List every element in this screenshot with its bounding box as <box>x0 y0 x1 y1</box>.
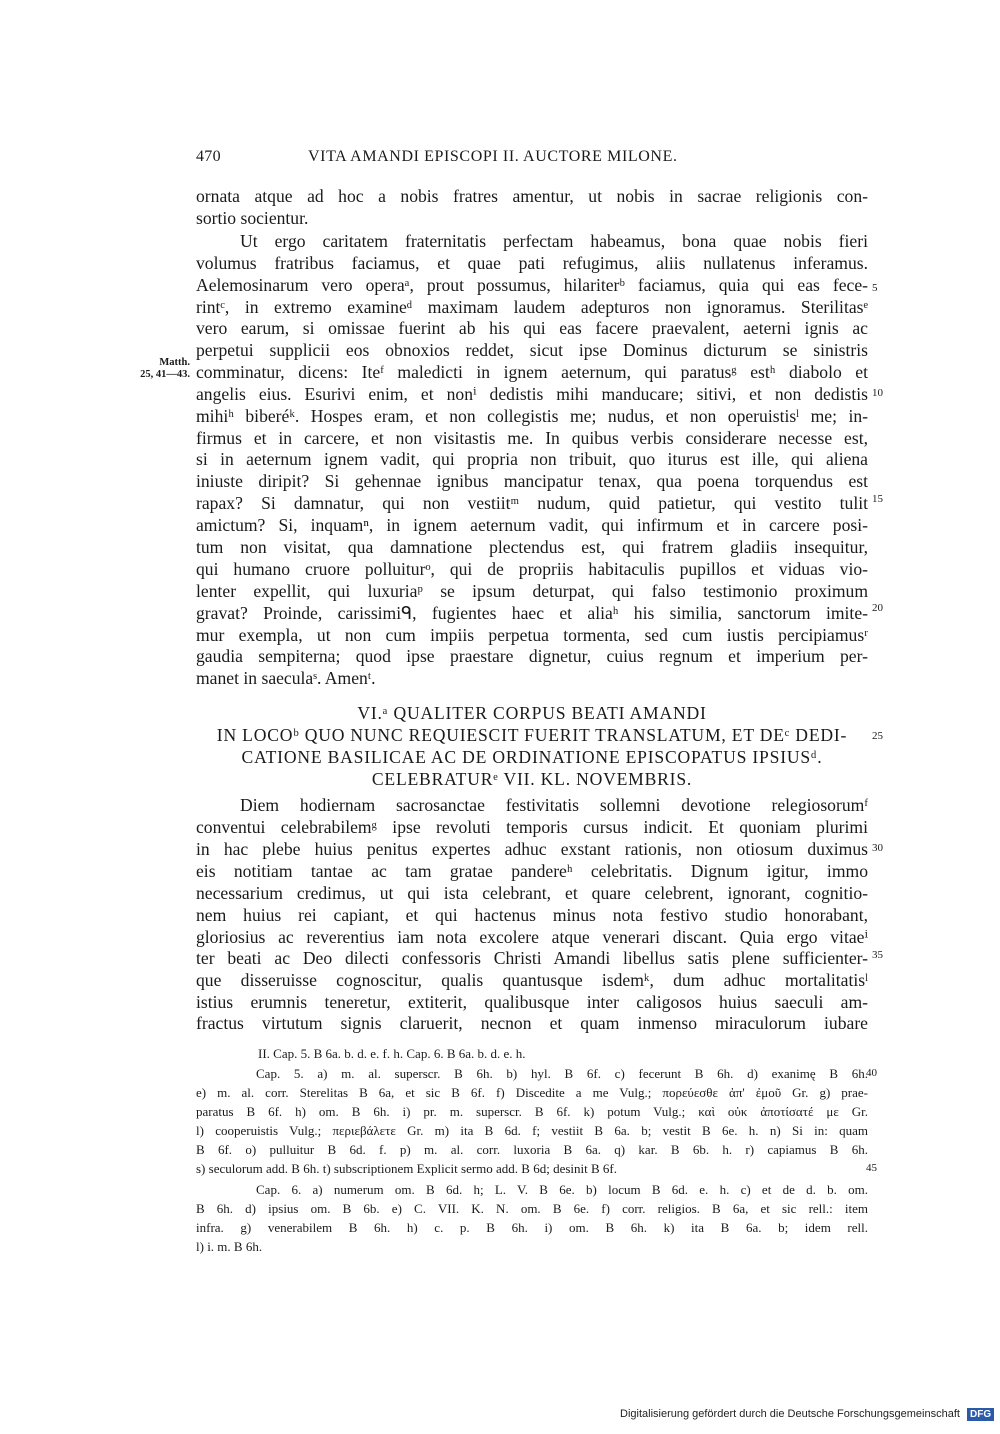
margin-reference-verses: 25, 41—43. <box>140 369 190 380</box>
footnote-line-number: 40 <box>866 1067 877 1079</box>
line-number: 25 <box>872 730 883 742</box>
body-line: iniuste diripit? Si gehennae ignibus mancipatur tenax, qua poena torquendus est <box>196 471 868 491</box>
footnote-line: B 6f. o) pulluitur B 6d. f. p) m. al. corr. luxoria B 6a. q) kar. B 6b. h. r) capiamus B 6h. <box>196 1142 868 1157</box>
chapter-heading-line: VI.ᵃ QUALITER CORPUS BEATI AMANDI <box>357 703 707 723</box>
footnote-line: B 6h. d) ipsius om. B 6b. e) C. VII. K. N. om. B 6e. f) corr. religios. B 6a, et sic rell.: item <box>196 1201 868 1216</box>
body-line: vero earum, si omissae fuerint ab his qui eas facere praevalent, aeterni ignis ac <box>196 318 868 338</box>
line-number: 15 <box>872 493 883 505</box>
footnote-line-number: 45 <box>866 1162 877 1174</box>
chapter-body-line: istius erumnis teneretur, extiterit, qualibusque inter caligosos huius saeculi am- <box>196 992 868 1012</box>
chapter-heading-line: IN LOCOᵇ QUO NUNC REQUIESCIT FUERIT TRANSLATUM, ET DEᶜ DEDI- <box>216 725 848 745</box>
chapter-heading-line: CATIONE BASILICAE AC DE ORDINATIONE EPISCOPATUS IPSIUSᵈ. <box>241 747 823 767</box>
chapter-body-line: Diem hodiernam sacrosanctae festivitatis sollemni devotione relegiosorumᶠ <box>240 795 868 815</box>
line-number: 35 <box>872 949 883 961</box>
chapter-body-line: necessarium credimus, ut qui ista celebrant, et quare celebrent, ignorant, cognitio- <box>196 883 868 903</box>
body-line: firmus et in carcere, et non visitastis me. In quibus verbis considerare necesse est, <box>196 428 868 448</box>
body-line: tum non visitat, qua damnatione plectendus est, qui fratrem gladiis insequitur, <box>196 537 868 557</box>
body-line: sortio socientur. <box>196 208 309 228</box>
chapter-body-line: in hac plebe huius penitus expertes adhuc exstant rationis, non otiosum duximus <box>196 839 868 859</box>
body-line: si in aeternum ignem vadit, qui propria non tribuit, quo iturus est ille, qui aliena <box>196 449 868 469</box>
footnote-line: paratus B 6f. h) om. B 6h. i) pr. m. superscr. B 6f. k) potum Vulg.; καὶ οὐκ ἀποτίσατέ με Gr. <box>196 1104 868 1119</box>
line-number: 30 <box>872 842 883 854</box>
body-line: gravat? Proinde, carissimiᑫ, fugientes haec et aliaʰ his similia, sanctorum imite- <box>196 603 868 623</box>
body-line: lenter expellit, qui luxuriaᵖ se ipsum deturpat, qui falso testimonio proximum <box>196 581 868 601</box>
chapter-heading-line: CELEBRATURᵉ VII. KL. NOVEMBRIS. <box>371 769 693 789</box>
body-line: rapax? Si damnatur, qui non vestiitᵐ nudum, quid patietur, qui vestito tulit <box>196 493 868 513</box>
body-line: manet in saeculaˢ. Amenᵗ. <box>196 668 376 688</box>
line-number: 5 <box>872 282 878 294</box>
footnote-line: infra. g) venerabilem B 6h. h) c. p. B 6h. i) om. B 6h. k) ita B 6a. b; idem rell. <box>196 1220 868 1235</box>
footnote-line: l) cooperuistis Vulg.; περιεβάλετε Gr. m) ita B 6d. f; vestiit B 6a. b; vestit B 6e. h. n) Si in: quam <box>196 1123 868 1138</box>
chapter-body-line: ter beati ac Deo dilecti confessoris Christi Amandi libellus satis plene sufficienter- <box>196 948 868 968</box>
line-number: 10 <box>872 387 883 399</box>
chapter-body-line: fractus virtutum signis claruerit, necnon et quam inmenso miraculorum iubare <box>196 1013 868 1033</box>
chapter-body-line: conventui celebrabilemᵍ ipse revoluti temporis cursus indicit. Et quoniam plurimi <box>196 817 868 837</box>
body-line: perpetui supplicii eos obnoxios reddet, sicut ipse Dominus dicturum se sinistris <box>196 340 868 360</box>
footnote-line: e) m. al. corr. Sterelitas B 6a, et sic B 6f. f) Discedite a me Vulg.; πορεύεσθε ἀπ' ἐμοῦ Gr. g) prae- <box>196 1085 868 1100</box>
body-line: rintᶜ, in extremo examineᵈ maximam laudem adepturos non ignoramus. Sterilitasᵉ <box>196 297 868 317</box>
margin-reference <box>118 357 190 381</box>
body-line: Ut ergo caritatem fraternitatis perfectam habeamus, bona quae nobis fieri <box>240 231 868 251</box>
chapter-body-line: que disseruisse cognoscitur, qualis quantusque isdemᵏ, dum adhuc mortalitatisˡ <box>196 970 868 990</box>
footnote-line: Cap. 5. a) m. al. superscr. B 6h. b) hyl. B 6f. c) fecerunt B 6h. d) exanimę B 6h. <box>256 1066 868 1081</box>
body-line: gaudia sempiterna; quod ipse praestare dignetur, cuius regnum et imperium per- <box>196 646 868 666</box>
body-line: mihiʰ biberéᵏ. Hospes eram, et non collegistis me; nudus, et non operuistisˡ me; in- <box>196 406 868 426</box>
footnote-line: s) seculorum add. B 6h. t) subscriptionem Explicit sermo add. B 6d; desinit B 6f. <box>196 1161 618 1176</box>
chapter-body-line: eis notitiam tantae ac tam gratae pandereʰ celebritatis. Dignum igitur, immo <box>196 861 868 881</box>
body-line: qui humano cruore polluiturᵒ, qui de propriis habitaculis pupillos et viduas vio- <box>196 559 868 579</box>
chapter-body-line: gloriosius ac reverentius iam nota excolere atque venerari discant. Quia ergo vitaeⁱ <box>196 927 868 947</box>
body-line: Aelemosinarum vero operaᵃ, prout possumus, hilariterᵇ faciamus, quia qui eas fece- <box>196 275 868 295</box>
body-line: ornata atque ad hoc a nobis fratres amentur, ut nobis in sacrae religionis con- <box>196 186 868 206</box>
credit-text: Digitalisierung gefördert durch die Deutsche Forschungsgemeinschaft <box>620 1408 960 1420</box>
digitization-credit <box>620 1408 994 1421</box>
margin-reference-book: Matth. <box>159 357 190 368</box>
body-line: mur exempla, ut non cum impiis perpetua tormenta, sed cum iustis percipiamusʳ <box>196 625 868 645</box>
line-number: 20 <box>872 602 883 614</box>
chapter-body-line: nem huius rei capiant, et qui hactenus minus nota festivo studio honorabant, <box>196 905 868 925</box>
running-title: VITA AMANDI EPISCOPI II. AUCTORE MILONE. <box>308 148 678 165</box>
body-line: amictum? Si, inquamⁿ, in ignem aeternum vadit, qui infirmum et in carcere posi- <box>196 515 868 535</box>
dfg-logo: DFG <box>967 1408 994 1421</box>
body-line: angelis eius. Esurivi enim, et nonⁱ dedistis mihi manducare; sitivi, et non dedistis <box>196 384 868 404</box>
footnote-sources: II. Cap. 5. B 6a. b. d. e. f. h. Cap. 6. B 6a. b. d. e. h. <box>258 1046 526 1061</box>
footnote-line: l) i. m. B 6h. <box>196 1239 263 1254</box>
page-number: 470 <box>196 148 221 165</box>
body-line: volumus fratribus faciamus, et quae pati refugimus, aliis nullatenus inferamus. <box>196 253 868 273</box>
body-line: comminatur, dicens: Iteᶠ maledicti in ignem aeternum, qui paratusᵍ estʰ diabolo et <box>196 362 868 382</box>
footnote-line: Cap. 6. a) numerum om. B 6d. h; L. V. B 6e. b) locum B 6d. e. h. c) et de d. b. om. <box>256 1182 868 1197</box>
